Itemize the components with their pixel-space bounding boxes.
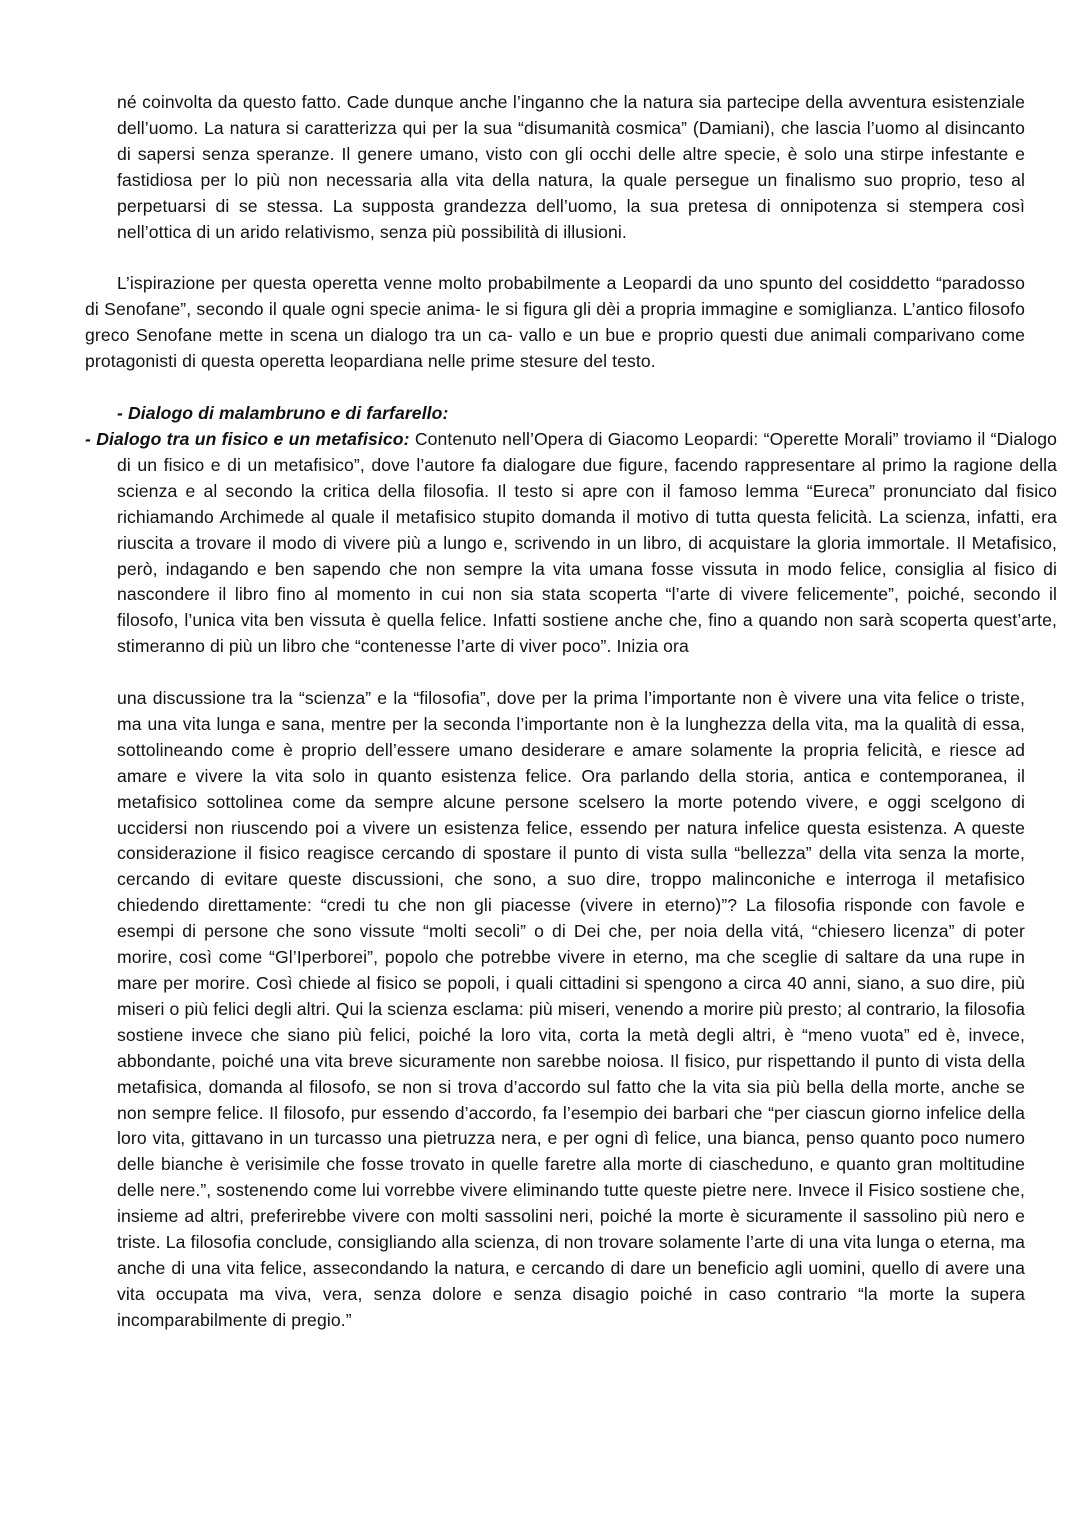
- heading-malambruno-farfarello: - Dialogo di malambruno e di farfarello:: [117, 403, 449, 423]
- heading-fisico-metafisico: - Dialogo tra un fisico e un metafisico:: [85, 429, 410, 449]
- paragraph-fisico-metafisico: [85, 427, 1057, 660]
- paragraph-fisico-metafisico-text: Contenuto nell’Opera di Giacomo Leopardi: “Operette Morali” troviamo il “Dialogo di un fisico e di un metafisico”, dove l’autore fa dialogare due figure, facendo rappresentare al primo la ragione della scienza e al secondo la critica della filosofia. Il testo si apre con il famoso lemma “Eureca” pronunciato dal fisico richiamando Archimede al quale il metafisico stupito domanda il motivo di tutta questa felicità. La scienza, infatti, era riuscita a trovare il modo di vivere più a lungo e, scrivendo in un libro, di acquistare la gloria immortale. Il Metafisico, però, indagando e ben sapendo che non sempre la vita umana fosse vissuta in modo felice, consiglia al fisico di nascondere il libro fino al momento in cui non sia stata scoperta “l’arte di vivere felicemente”, poiché, secondo il filosofo, l’unica vita ben vissuta è quella felice. Infatti sostiene anche che, fino a quando non sarà scoperta quest’arte, stimeranno di più un libro che “contenesse l’arte di viver poco”. Inizia ora: [117, 429, 1057, 657]
- paragraph-natura: né coinvolta da questo fatto. Cade dunque anche l’inganno che la natura sia partecipe della avventura esistenziale dell’uomo. La natura si caratterizza qui per la sua “disumanità cosmica” (Damiani), che lascia l’uomo al disincanto di sapersi senza speranze. Il genere umano, visto con gli occhi delle altre specie, è solo una stirpe infestante e fastidiosa per lo più non necessaria alla vita della natura, la quale persegue un finalismo suo proprio, teso al perpetuarsi di se stessa. La supposta grandezza dell’uomo, la sua pretesa di onnipotenza si stempera così nell’ottica di un arido relativismo, senza più possibilità di illusioni.: [117, 92, 1025, 242]
- paragraph-senofane: L’ispirazione per questa operetta venne molto probabilmente a Leopardi da uno spunto del cosiddetto “paradosso di Senofane”, secondo il quale ogni specie anima- le si figura gli dèi a propria immagine e somiglianza. L’antico filosofo greco Senofane mette in scena un dialogo tra un ca- vallo e un bue e proprio questi due animali comparivano come protagonisti di questa operetta leopardiana nelle prime stesure del testo.: [85, 273, 1025, 371]
- paragraph-discussione: una discussione tra la “scienza” e la “filosofia”, dove per la prima l’importante non è vivere una vita felice o triste, ma una vita lunga e sana, mentre per la seconda l’importante non è la lunghezza della vita, ma la qualità di essa, sottolineando come è proprio dell’essere umano desiderare e amare solamente la propria felicità, e riesce ad amare e vivere la vita solo in quanto esistenza felice. Ora parlando della storia, antica e contemporanea, il metafisico sottolinea come da sempre alcune persone scelsero la morte potendo vivere, e oggi scelgono di uccidersi non riuscendo poi a vivere un esistenza felice, essendo per natura infelice questa esistenza. A queste considerazione il fisico reagisce cercando di spostare il punto di vista sulla “bellezza” della vita senza la morte, cercando di evitare queste discussioni, che sono, a suo dire, troppo malinconiche e interroga il metafisico chiedendo direttamente: “credi tu che non gli piacesse (vivere in eterno)”? La filosofia risponde con favole e esempi di persone che sono vissute “molti secoli” o di Dei che, per noia della vitá, “chiesero licenza” di poter morire, così come “Gl’Iperborei”, popolo che potrebbe vivere in eterno, ma che sceglie di saltare da una rupe in mare per morire. Così chiede al fisico se popoli, i quali cittadini si spengono a circa 40 anni, siano, a suo dire, più miseri o più felici degli altri. Qui la scienza esclama: più miseri, venendo a morire più presto; al contrario, la filosofia sostiene invece che siano più felici, poiché la loro vita, corta la metà degli altri, è “meno vuota” ed è, invece, abbondante, poiché una vita breve sicuramente non sarebbe noiosa. Il fisico, pur rispettando il punto di vista della metafisica, domanda al filosofo, se non si trova d’accordo sul fatto che la vita sia più bella della morte, anche se non sempre felice. Il filosofo, pur essendo d’accordo, fa l’esempio dei barbari che “per ciascun giorno infelice della loro vita, gittavano in un turcasso una pietruzza nera, e per ogni dì felice, una bianca, penso quanto poco numero delle bianche è verisimile che fosse trovato in quelle faretre alla morte di ciascheduno, e quanto gran moltitudine delle nere.”, sostenendo come lui vorrebbe vivere eliminando tutte queste pietre nere. Invece il Fisico sostiene che, insieme ad altri, preferirebbe vivere con molti sassolini neri, poiché la morte è sicuramente il sassolino più nero e triste. La filosofia conclude, consigliando alla scienza, di non trovare solamente l’arte di una vita lunga o eterna, ma anche di una vita felice, assecondando la natura, e cercando di dare un beneficio agli uomini, quello di avere una vita occupata ma viva, vera, senza dolore e senza disagio poiché in caso contrario “la morte la supera incomparabilmente di pregio.”: [117, 688, 1025, 1330]
